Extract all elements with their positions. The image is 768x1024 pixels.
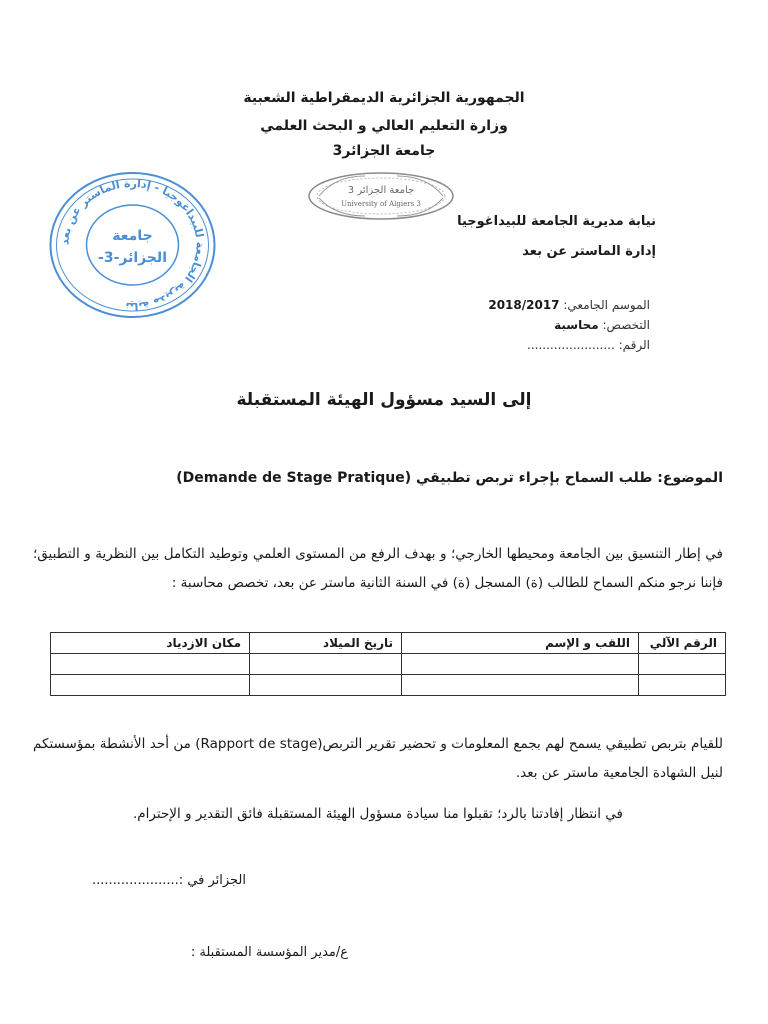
office-line1: نيابة مديرية الجامعة للبيداغوجيا <box>457 214 656 229</box>
specialty-row <box>554 318 650 332</box>
table-cell <box>250 675 402 696</box>
subject-line: الموضوع: طلب السماح بإجراء تربص تطبيقي (Demande de Stage Pratique) <box>176 470 723 486</box>
table-cell <box>51 675 250 696</box>
number-label: الرقم: <box>618 338 650 352</box>
logo-latin-text: University of Algiers 3 <box>341 200 421 208</box>
header-birth-place: مكان الازدياد <box>51 633 250 654</box>
place-date: الجزائر في :..................... <box>91 873 246 888</box>
header-birth-date: تاريخ الميلاد <box>250 633 402 654</box>
stamp-ring-text: نيابة مديرية الجامعة للبيداغوجيا - إدارة الماستر عن بعد <box>58 176 207 314</box>
table-cell <box>402 654 639 675</box>
table-row <box>51 654 726 675</box>
office-line2: إدارة الماستر عن بعد <box>522 244 656 259</box>
number-value: ....................... <box>527 338 615 352</box>
table-cell <box>639 654 726 675</box>
receiving-director-signature: ع/مدير المؤسسة المستقبلة : <box>190 945 348 960</box>
body-paragraph-2: للقيام بتربص تطبيقي يسمح لهم بجمع المعلومات و تحضير تقرير التربص(Rapport de stage) من أحد الأنشطة بمؤسستكم لنيل الشهادة الجامعية ماستر عن بعد. <box>33 736 724 781</box>
stamp-center-line1: جامعة <box>112 228 153 244</box>
official-stamp <box>45 170 220 320</box>
table-row <box>51 675 726 696</box>
season-label: الموسم الجامعي: <box>563 298 650 312</box>
university-logo <box>305 170 457 222</box>
body-paragraph-1: في إطار التنسيق بين الجامعة ومحيطها الخارجي؛ و بهدف الرفع من المستوى العلمي وتوطيد التكامل بين النظرية و التطبيق؛ فإننا نرجو منكم السماح للطالب (ة) المسجل (ة) في السنة الثانية ماستر عن بعد، تخصص محاسبة : <box>33 546 723 591</box>
season-value: 2018/2017 <box>488 298 560 312</box>
students-table <box>50 632 726 696</box>
stamp-center-line2: الجزائر-3- <box>98 250 167 266</box>
header-student-id: الرقم الآلي <box>639 633 726 654</box>
header-university: جامعة الجزائر3 <box>332 143 436 159</box>
addressee: إلى السيد مسؤول الهيئة المستقبلة <box>236 390 532 410</box>
logo-arabic-text: جامعة الجزائر 3 <box>347 185 415 196</box>
header-ministry: وزارة التعليم العالي و البحث العلمي <box>260 118 508 134</box>
header-full-name: اللقب و الإسم <box>402 633 639 654</box>
number-row <box>527 338 650 352</box>
table-cell <box>402 675 639 696</box>
specialty-label: التخصص: <box>602 318 650 332</box>
table-cell <box>250 654 402 675</box>
season-row <box>488 298 650 312</box>
specialty-value: محاسبة <box>554 318 599 332</box>
table-header-row <box>51 633 726 654</box>
body-paragraph-3: في انتظار إفادتنا بالرد؛ تقبلوا منا سيادة مسؤول الهيئة المستقبلة فائق التقدير و الإحترام. <box>133 806 623 822</box>
table-cell <box>51 654 250 675</box>
header-republic: الجمهورية الجزائرية الديمقراطية الشعبية <box>243 90 525 106</box>
table-cell <box>639 675 726 696</box>
